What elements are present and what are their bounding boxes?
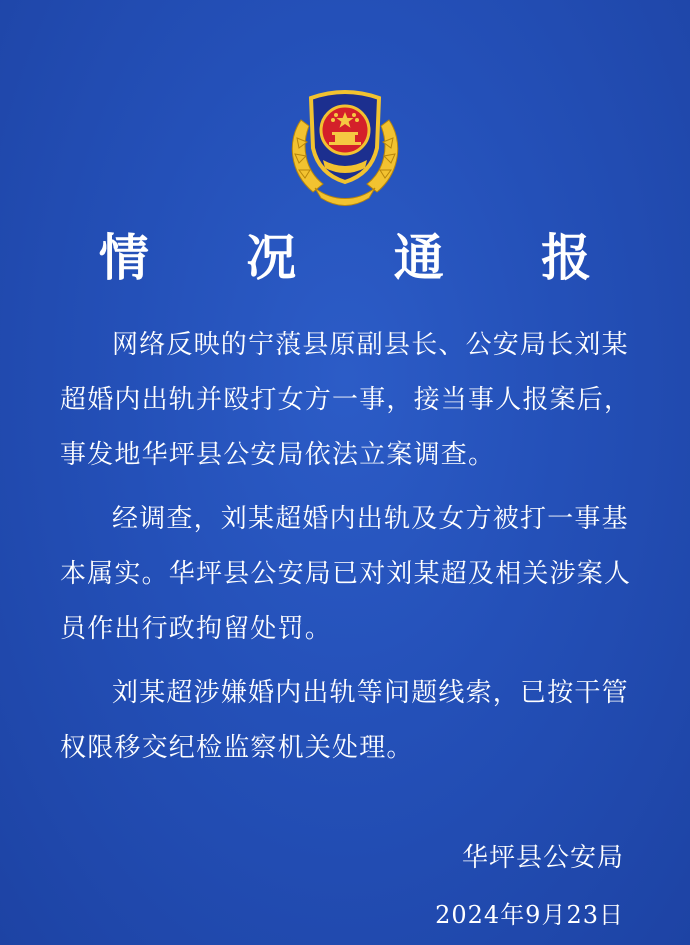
- notice-paragraph: 网络反映的宁蒗县原副县长、公安局长刘某超婚内出轨并殴打女方一事，接当事人报案后，事发地华坪县公安局依法立案调查。: [60, 330, 632, 470]
- notice-paragraph: 刘某超涉嫌婚内出轨等问题线索，已按干管权限移交纪检监察机关处理。: [60, 678, 629, 763]
- notice-body: [60, 318, 635, 785]
- issue-date: 2024年9月23日: [435, 901, 624, 929]
- notice-title: 情 况 通 报: [98, 228, 632, 287]
- police-emblem-icon: [283, 80, 407, 210]
- notice-paragraph: 经调查，刘某超婚内出轨及女方被打一事基本属实。华坪县公安局已对刘某超及相关涉案人员作出行政拘留处罚。: [60, 504, 632, 644]
- issuer-signature: 华坪县公安局: [461, 843, 624, 873]
